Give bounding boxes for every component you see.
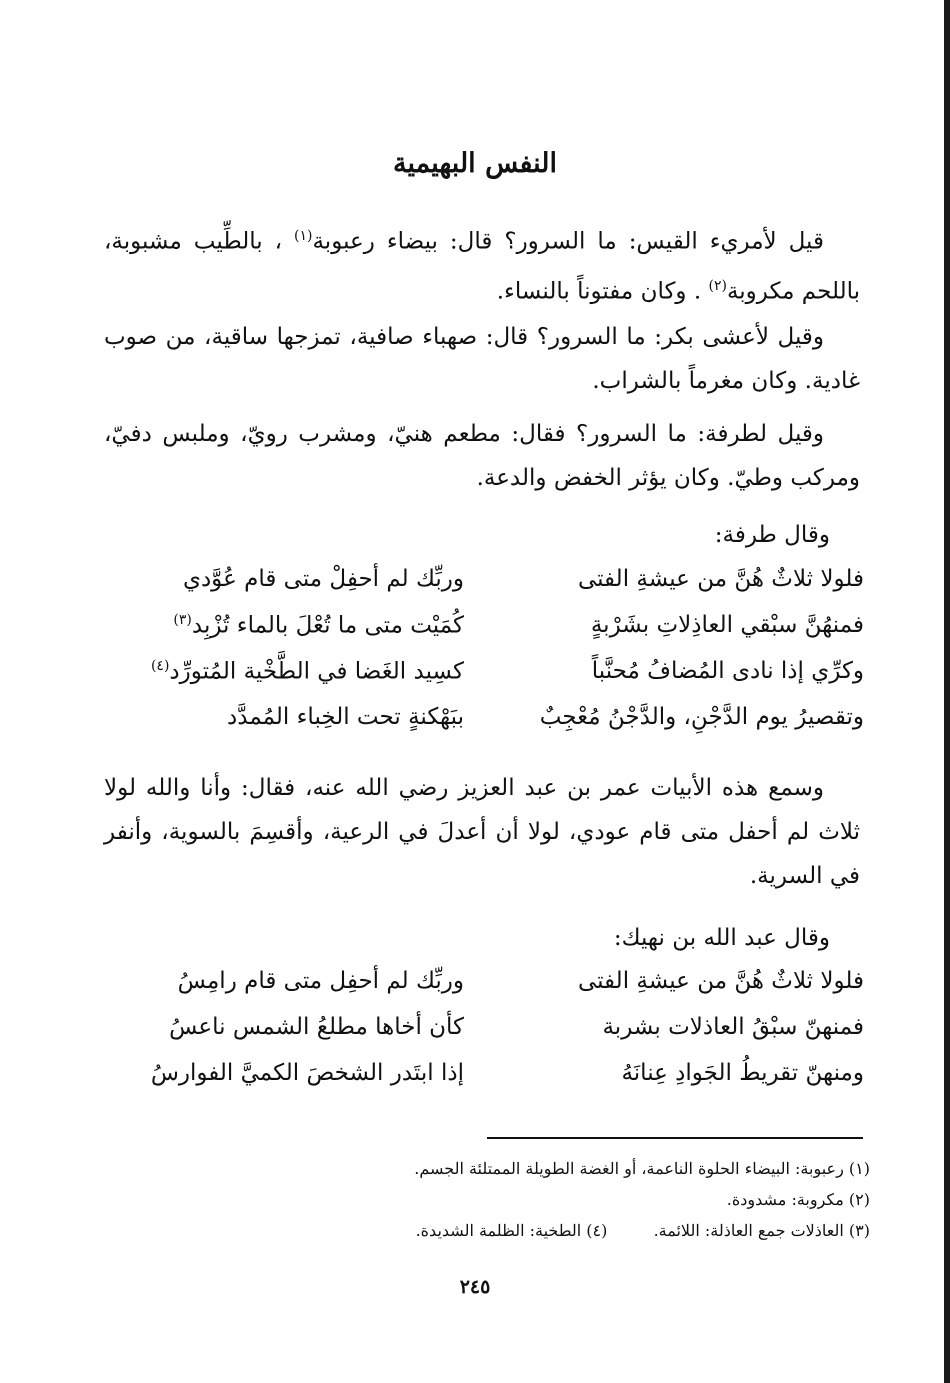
- poem-tarafa: [104, 566, 864, 750]
- paragraph-imru-al-qais: [104, 214, 860, 313]
- footnote-3: (٣) العاذلات جمع العاذلة: اللائمة.: [653, 1221, 870, 1240]
- hemistich-first: ومنهنّ تقريطُ الجَوادِ عِنانَهُ: [621, 1060, 864, 1086]
- paragraph-tarafa: [104, 412, 860, 500]
- footnote-ref-1[interactable]: (١): [294, 228, 313, 244]
- page-edge-shadow: [944, 0, 950, 1383]
- verse: [104, 612, 864, 658]
- footnote-4: (٤) الطخية: الظلمة الشديدة.: [415, 1221, 608, 1240]
- verse: [104, 1060, 864, 1106]
- hemistich-second: [104, 704, 464, 730]
- footnotes: [110, 1153, 870, 1246]
- verse: [104, 704, 864, 750]
- verse: [104, 968, 864, 1014]
- para4-text: وسمع هذه الأبيات عمر بن عبد العزيز رضي الله عنه، فقال: وأنا والله لولا ثلاث لم أحفل متى قام عودي، لولا أن أعدلَ في الرعية، وأقسِمَ بالسوية، وأنفر في السرية.: [104, 775, 860, 889]
- footnote-row-3-4: [110, 1215, 870, 1246]
- footnote-1: (١) رعبوبة: البيضاء الحلوة الناعمة، أو الغضة الطويلة الممتلئة الجسم.: [414, 1159, 870, 1178]
- para2-text: وقيل لأعشى بكر: ما السرور؟ قال: صهباء صافية، تمزجها ساقية، من صوب غادية. وكان مغرماً بالشراب.: [104, 324, 860, 394]
- hemistich-second-text: ببَهْكنةٍ تحت الخِباء المُمدَّد: [227, 704, 464, 730]
- para1-text-c: . وكان مفتوناً بالنساء.: [496, 278, 702, 305]
- para1-text-b: ، بالطِّيب مشبوبة، باللحم مكروبة: [104, 228, 860, 305]
- footnote-divider: [487, 1137, 863, 1139]
- poem-ibn-nahik: [104, 968, 864, 1106]
- hemistich-second: وربِّك لم أحفِل متى قام رامِسُ: [177, 968, 464, 994]
- page-title: النفس البهيمية: [392, 148, 558, 179]
- paragraph-umar: [104, 766, 860, 898]
- hemistich-first: فمنهُنَّ سبْقي العاذِلاتِ بشَرْبةٍ: [590, 612, 864, 638]
- paragraph-asha-bakr: [104, 315, 860, 403]
- footnote-ref-4[interactable]: (٤): [150, 658, 170, 674]
- hemistich-first: فمنهنّ سبْقُ العاذلات بشربة: [602, 1014, 864, 1040]
- verse: [104, 566, 864, 612]
- hemistich-first: وكرِّي إذا نادى المُضافُ مُحنَّباً: [591, 658, 864, 684]
- verse: [104, 1014, 864, 1060]
- hemistich-second-text: كسِيد الغَضا في الطَّخْية المُتورِّد: [169, 658, 464, 685]
- footnote-ref-3[interactable]: (٣): [173, 612, 192, 628]
- hemistich-second: [104, 612, 464, 639]
- hemistich-second: إذا ابتَدر الشخصَ الكميَّ الفوارسُ: [150, 1060, 464, 1086]
- footnote-ref-2[interactable]: (٢): [708, 277, 727, 294]
- page-number: ٢٤٥: [459, 1276, 491, 1298]
- hemistich-first: وتقصيرُ يوم الدَّجْنِ، والدَّجْنُ مُعْجِبٌ: [539, 704, 864, 730]
- hemistich-second-text: وربِّك لم أحفِلْ متى قام عُوَّدي: [182, 566, 464, 592]
- poem1-lead: وقال طرفة:: [714, 522, 830, 548]
- hemistich-first: فلولا ثلاثٌ هُنَّ من عيشةِ الفتى: [577, 566, 864, 592]
- para3-text: وقيل لطرفة: ما السرور؟ فقال: مطعم هنيّ، ومشرب رويّ، وملبس دفيّ، ومركب وطيّ. وكان يؤثر الخفض والدعة.: [104, 421, 860, 491]
- hemistich-second-text: كُمَيْت متى ما تُعْلَ بالماء تُزْبِد: [191, 612, 464, 639]
- hemistich-second: [104, 566, 464, 592]
- verse: [104, 658, 864, 704]
- footnote-2: (٢) مكروبة: مشدودة.: [726, 1190, 870, 1209]
- hemistich-first: فلولا ثلاثٌ هُنَّ من عيشةِ الفتى: [577, 968, 864, 994]
- hemistich-second: [104, 658, 464, 685]
- hemistich-second: كأن أخاها مطلعُ الشمس ناعسُ: [169, 1014, 464, 1040]
- poem2-lead: وقال عبد الله بن نهيك:: [613, 925, 830, 951]
- para1-text-a: قيل لأمريء القيس: ما السرور؟ قال: بيضاء رعبوبة: [312, 228, 824, 255]
